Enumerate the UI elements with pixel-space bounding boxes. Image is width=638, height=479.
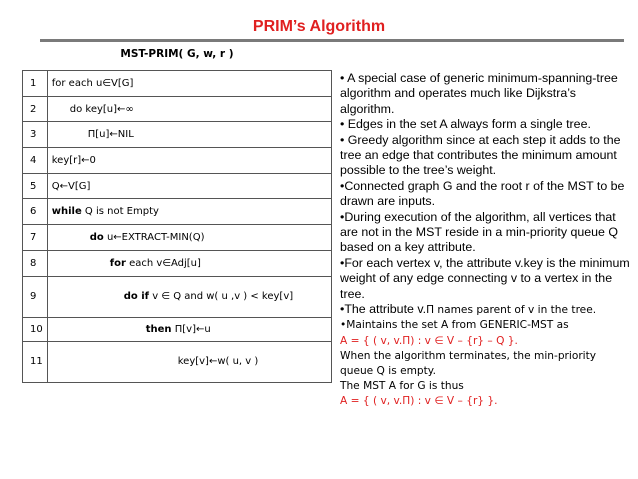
pseudocode-row bbox=[23, 71, 332, 97]
pseudocode-row bbox=[23, 317, 332, 341]
bullet-parent-attribute bbox=[340, 302, 632, 318]
line-number: 3 bbox=[23, 122, 48, 148]
code-line bbox=[47, 276, 331, 317]
line-number: 1 bbox=[23, 71, 48, 97]
terminates-text: When the algorithm terminates, the min-priority queue Q is empty. bbox=[340, 349, 597, 377]
code-keyword: do if bbox=[123, 291, 150, 302]
slide-title: PRIM’s Algorithm bbox=[252, 18, 386, 35]
code-line bbox=[47, 122, 331, 148]
code-text: Q←V[G] bbox=[51, 180, 91, 192]
code-line bbox=[47, 317, 331, 341]
bullet-single-tree: • Edges in the set A always form a single tree. bbox=[340, 117, 591, 132]
code-text: v ∈ Q and w( u ,v ) < key[v] bbox=[149, 291, 294, 302]
code-keyword: do bbox=[89, 231, 104, 243]
bullet-key-attribute: •For each vertex v, the attribute v.key is the minimum weight of any edge connecting v to a vertex in the tree. bbox=[340, 255, 630, 301]
bullet-greedy: • Greedy algorithm since at each step it adds to the tree an edge that contributes the minimum amount possible to the tree’s weight. bbox=[340, 132, 621, 178]
line-number: 2 bbox=[23, 96, 48, 122]
pseudocode-row bbox=[23, 276, 332, 317]
line-number: 9 bbox=[23, 276, 48, 317]
line-number: 5 bbox=[23, 173, 48, 199]
code-text: for each u∈V[G] bbox=[51, 77, 134, 89]
code-line bbox=[47, 148, 331, 174]
code-line bbox=[47, 225, 331, 251]
title-divider bbox=[40, 39, 624, 42]
pseudocode-table bbox=[22, 70, 332, 383]
bullet-parent-rest: Π names parent of v in the tree. bbox=[426, 304, 597, 317]
code-text: key[r]←0 bbox=[51, 154, 96, 166]
code-text: do key[u]←∞ bbox=[69, 103, 134, 115]
code-line bbox=[47, 199, 331, 225]
bullet-min-priority-queue: •During execution of the algorithm, all vertices that are not in the MST reside in a min-priority queue Q based on a key attribute. bbox=[340, 209, 619, 255]
code-keyword: while bbox=[51, 206, 82, 218]
line-number: 10 bbox=[23, 317, 48, 341]
code-text: Q is not Empty bbox=[81, 206, 159, 218]
pseudocode-row bbox=[23, 122, 332, 148]
code-text: Π[u]←NIL bbox=[87, 129, 134, 141]
algorithm-heading: MST-PRIM( G, w, r ) bbox=[120, 48, 234, 60]
code-text: each v∈Adj[u] bbox=[125, 257, 201, 269]
code-keyword: then bbox=[145, 323, 172, 335]
code-line bbox=[47, 173, 331, 199]
bullet-special-case: • A special case of generic minimum-spanning-tree algorithm and operates much like Dijkstra’s algorithm. bbox=[340, 71, 618, 116]
line-number: 6 bbox=[23, 199, 48, 225]
pseudocode-row bbox=[23, 225, 332, 251]
mst-formula: A = { ( v, v.Π) : v ∈ V – {r} }. bbox=[340, 395, 498, 408]
line-number: 4 bbox=[23, 148, 48, 174]
pseudocode-row bbox=[23, 148, 332, 174]
code-keyword: for bbox=[109, 257, 126, 269]
code-line bbox=[47, 71, 331, 97]
line-number: 8 bbox=[23, 250, 48, 276]
code-text: key[v]←w( u, v ) bbox=[177, 356, 259, 367]
set-a-formula: A = { ( v, v.Π) : v ∈ V – {r} – Q }. bbox=[340, 334, 518, 347]
pseudocode-row bbox=[23, 199, 332, 225]
bullet-parent-prefix: •The attribute v. bbox=[340, 302, 427, 317]
code-line bbox=[47, 341, 331, 382]
pseudocode-row bbox=[23, 250, 332, 276]
bullet-maintains-set: •Maintains the set A from GENERIC-MST as bbox=[340, 319, 569, 332]
code-text: Π[v]←u bbox=[171, 323, 211, 335]
pseudocode-row bbox=[23, 173, 332, 199]
line-number: 11 bbox=[23, 341, 48, 382]
code-line bbox=[47, 250, 331, 276]
pseudocode-row bbox=[23, 96, 332, 122]
line-number: 7 bbox=[23, 225, 48, 251]
code-text: u←EXTRACT-MIN(Q) bbox=[103, 231, 205, 243]
code-line bbox=[47, 96, 331, 122]
bullet-inputs: •Connected graph G and the root r of the MST to be drawn are inputs. bbox=[340, 178, 625, 209]
pseudocode-row bbox=[23, 341, 332, 382]
description-panel bbox=[340, 71, 632, 410]
mst-result-text: The MST A for G is thus bbox=[340, 380, 464, 393]
